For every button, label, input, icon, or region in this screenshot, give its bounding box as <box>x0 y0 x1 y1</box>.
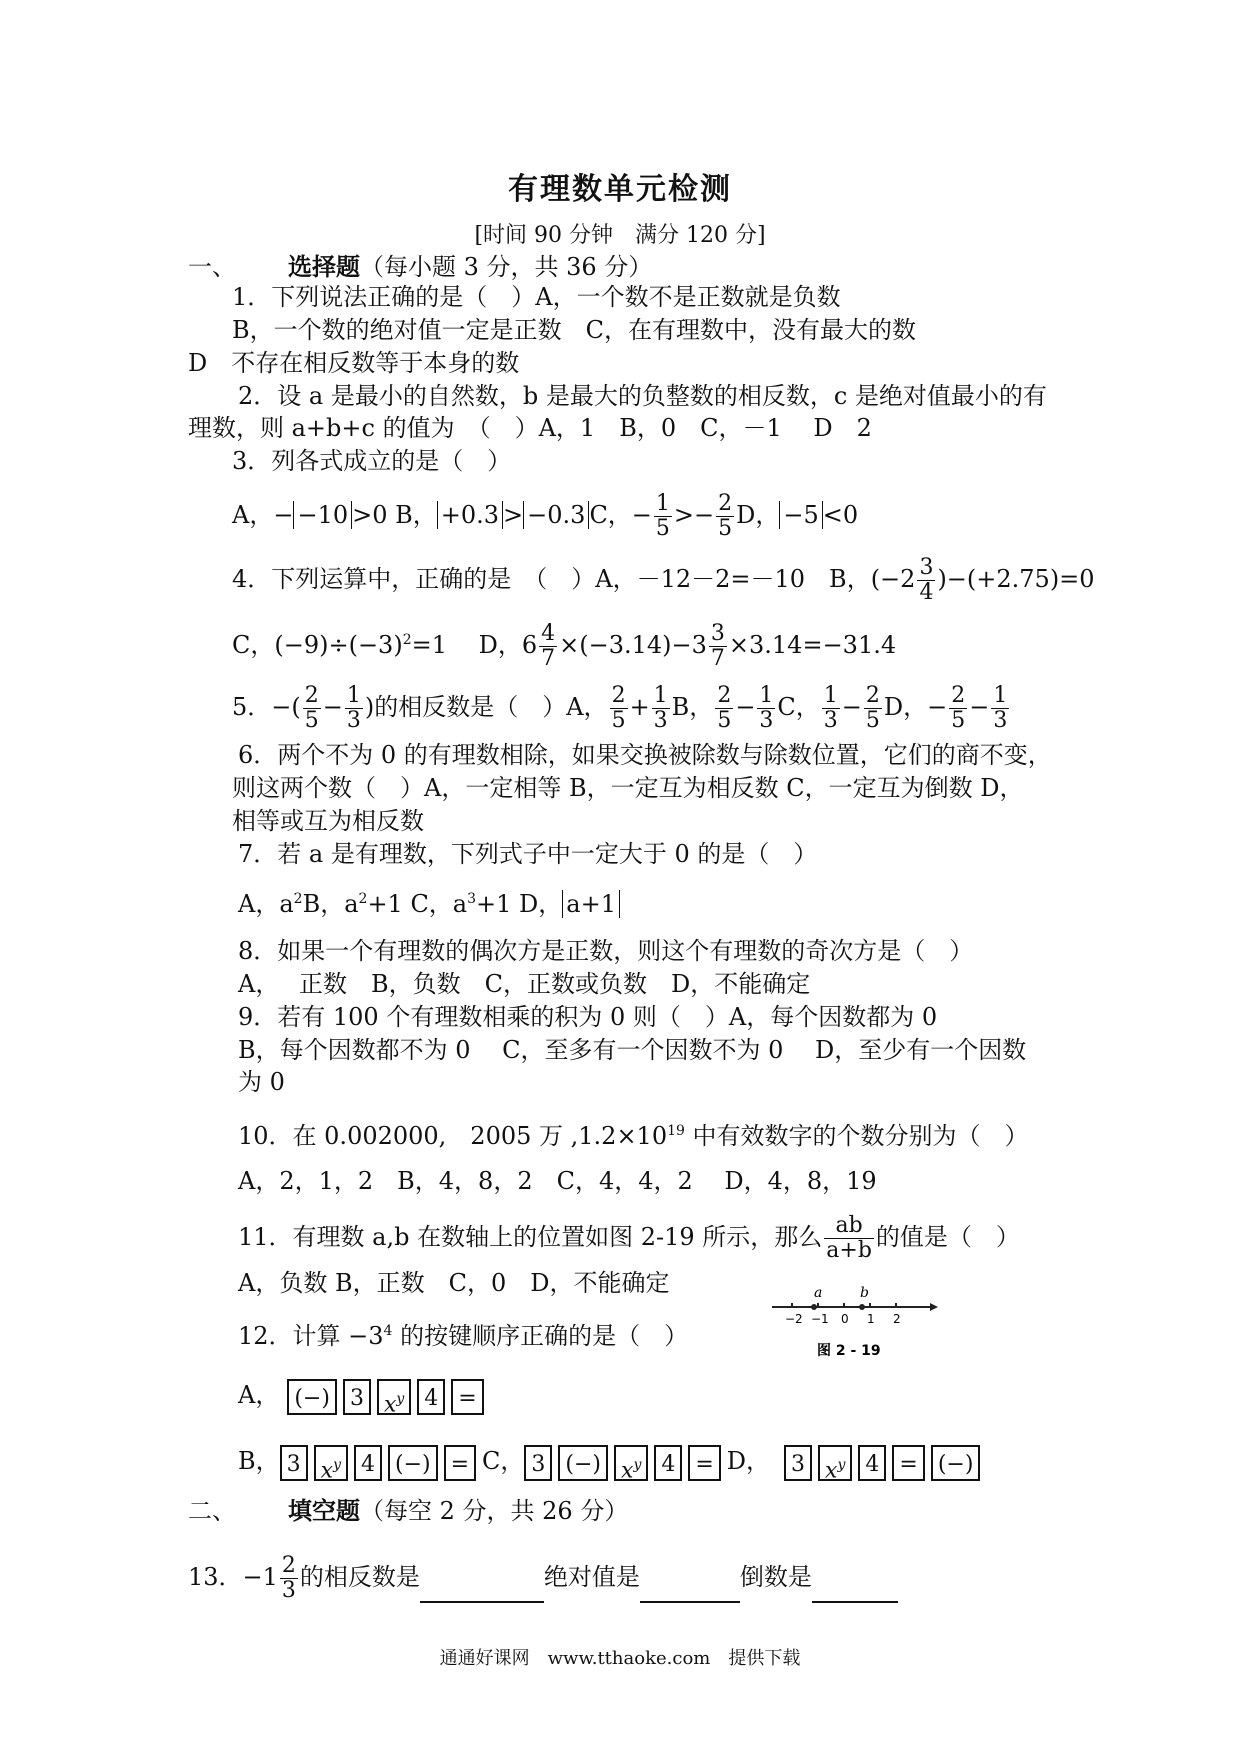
q1-line1: 1．下列说法正确的是（ ）A，一个数不是正数就是负数 <box>232 283 841 311</box>
key-negative: (−) <box>558 1445 608 1481</box>
key-negative: (−) <box>388 1445 438 1481</box>
q7-stem: 7．若 a 是有理数，下列式子中一定大于 0 的是（ ） <box>238 840 818 868</box>
key-3: 3 <box>784 1445 812 1481</box>
key-power: $x^y$ <box>314 1445 348 1481</box>
q12-option-bcd: B， 3 $x^y$ 4 (−) = C， 3 (−) $x^y$ 4 = D， 3 $x^y$ 4 = (−) <box>238 1442 986 1481</box>
key-3: 3 <box>524 1445 552 1481</box>
section-1-number: 一、 <box>188 253 236 281</box>
q1-line2: B，一个数的绝对值一定是正数 C，在有理数中，没有最大的数 <box>232 316 916 344</box>
q7-options: A，$a^2B$，$a^2+1$ C，$a^3+1$ D， a+1 <box>238 884 620 919</box>
figure-point-b <box>859 1304 865 1310</box>
q10-stem: 10．在 0.002000, 2005 万 $,1.2\times 10^{19}$ 中有效数字的个数分别为（ ） <box>238 1122 1029 1150</box>
q2-line2: 理数，则 a+b+c 的值为 （ ）A，1 B，0 C，－1 D 2 <box>188 414 872 442</box>
q11-options: A，负数 B，正数 C，0 D，不能确定 <box>238 1269 670 1297</box>
key-power: $x^y$ <box>818 1445 852 1481</box>
page-footer: 通通好课网 www.tthaoke.com 提供下载 <box>439 1648 801 1669</box>
key-power: $x^y$ <box>377 1379 411 1415</box>
q13-line: 13．−1 $\frac{2}{3}$ 的相反数是 绝对值是 倒数是 <box>188 1554 898 1603</box>
q8-line2: A， 正数 B，负数 C，正数或负数 D，不能确定 <box>238 970 811 998</box>
key-4: 4 <box>858 1445 886 1481</box>
section-2-number: 二、 <box>188 1497 236 1525</box>
q4-line2: C，$(-9)\div(-3)^2=1$ D，6 $\frac{4}{7}$ ×(−3.14)−3 $\frac{3}{7}$ ×3.14=−31.4 <box>232 621 897 671</box>
q6-line1: 6．两个不为 0 的有理数相除，如果交换被除数与除数位置，它们的商不变， <box>238 741 1052 769</box>
key-4: 4 <box>417 1379 445 1415</box>
q12-option-a: A， (−) 3 $x^y$ 4 = <box>238 1376 490 1415</box>
key-power: $x^y$ <box>614 1445 648 1481</box>
figure-tick-label: 2 <box>893 1312 901 1326</box>
section-1-note: （每小题 3 分，共 36 分） <box>360 253 653 281</box>
q10-options: A，2，1，2 B，4，8，2 C，4，4，2 D，4，8，19 <box>238 1167 877 1195</box>
key-equals: = <box>892 1445 924 1481</box>
q6-line2: 则这两个数（ ）A，一定相等 B，一定互为相反数 C，一定互为倒数 D， <box>232 774 1024 802</box>
figure-tick-label: −2 <box>785 1312 803 1326</box>
q4-line1: 4．下列运算中，正确的是 （ ）A，－12－2=－10 B，(−2 $\frac{3}{4}$ )−(+2.75)=0 <box>232 555 1095 605</box>
section-2-name: 填空题 <box>288 1496 360 1525</box>
q8-line1: 8．如果一个有理数的偶次方是正数，则这个有理数的奇次方是（ ） <box>238 937 974 965</box>
q5-line: 5．−( $\frac{2}{5}$ − $\frac{1}{3}$ )的相反数是（ ）A， $\frac{2}{5}$ + $\frac{1}{3}$ B， $\frac{2}{5}$ − $\frac{1}{3}$ C， $\frac{1}{3}$ − $\frac{2}{5}$ D，− $\frac{2}{5}$ − $\frac{1}{3}$ <box>232 683 1008 733</box>
number-line-svg <box>772 1283 942 1363</box>
key-3: 3 <box>280 1445 308 1481</box>
section-1-heading <box>188 252 652 282</box>
answer-blank-opposite[interactable] <box>420 1575 544 1603</box>
q12-stem: 12．计算 $-3^4$ 的按键顺序正确的是（ ） <box>238 1322 689 1350</box>
figure-label-b: b <box>860 1285 869 1301</box>
page-title: 有理数单元检测 <box>508 172 732 207</box>
key-negative: (−) <box>287 1379 337 1415</box>
answer-blank-absolute[interactable] <box>640 1575 740 1603</box>
key-4: 4 <box>654 1445 682 1481</box>
key-4: 4 <box>354 1445 382 1481</box>
section-1-name: 选择题 <box>288 252 360 281</box>
key-equals: = <box>688 1445 720 1481</box>
q1-line3: D 不存在相反数等于本身的数 <box>188 349 520 377</box>
key-equals: = <box>451 1379 483 1415</box>
figure-tick-label: 1 <box>867 1312 875 1326</box>
q3-options: A，− −10 >0 B， +0.3 > −0.3 C，− $\frac{1}{5}$ >− $\frac{2}{5}$ D， −5 <0 <box>232 491 859 541</box>
key-3: 3 <box>343 1379 371 1415</box>
key-equals: = <box>444 1445 476 1481</box>
number-line-figure <box>772 1283 942 1363</box>
q6-line3: 相等或互为相反数 <box>232 807 424 835</box>
figure-tick-label: −1 <box>811 1312 829 1326</box>
figure-caption: 图 2 - 19 <box>817 1343 881 1359</box>
exam-subtitle: [时间 90 分钟 满分 120 分] <box>474 223 766 248</box>
section-2-heading <box>188 1496 628 1526</box>
q9-line1: 9．若有 100 个有理数相乘的积为 0 则（ ）A，每个因数都为 0 <box>238 1003 938 1031</box>
figure-label-a: a <box>814 1285 823 1301</box>
key-negative: (−) <box>931 1445 981 1481</box>
figure-axis-arrow <box>930 1303 938 1311</box>
section-2-note: （每空 2 分，共 26 分） <box>360 1497 629 1525</box>
q2-line1: 2．设 a 是最小的自然数，b 是最大的负整数的相反数，c 是绝对值最小的有 <box>238 382 1047 410</box>
q3-stem: 3．列各式成立的是（ ） <box>232 447 512 475</box>
q9-line3: 为 0 <box>238 1068 285 1096</box>
answer-blank-reciprocal[interactable] <box>812 1575 898 1603</box>
figure-tick-label: 0 <box>841 1312 849 1326</box>
q11-stem: 11．有理数 a,b 在数轴上的位置如图 2-19 所示，那么 $\frac{ab}{a+b}$ 的值是（ ） <box>238 1213 1020 1263</box>
q9-line2: B，每个因数都不为 0 C，至多有一个因数不为 0 D，至少有一个因数 <box>238 1036 1027 1064</box>
figure-point-a <box>811 1304 817 1310</box>
